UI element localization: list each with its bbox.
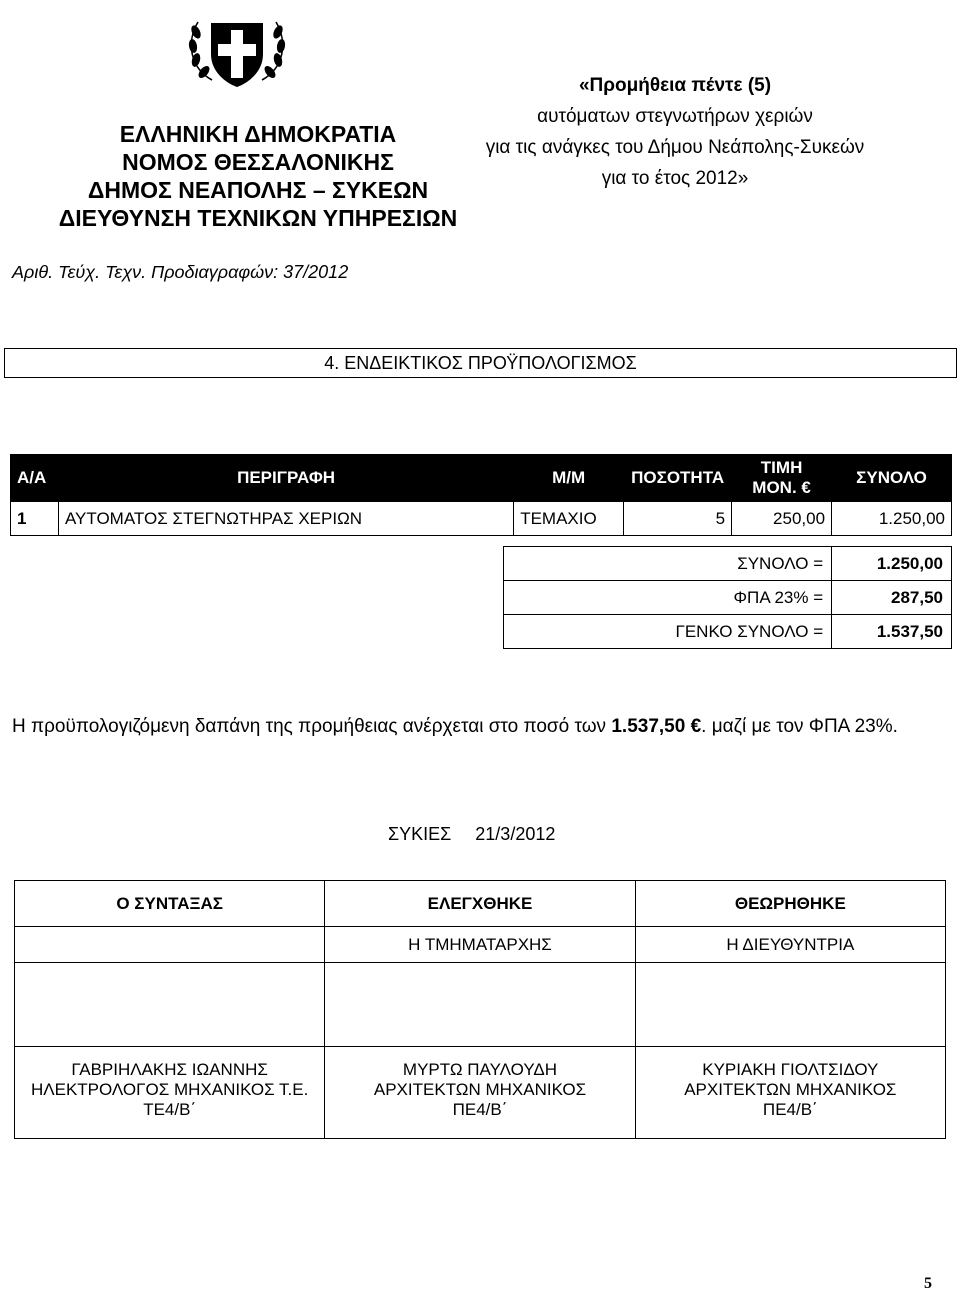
authority-line: ΝΟΜΟΣ ΘΕΣΣΑΛΟΝΙΚΗΣ <box>122 149 394 175</box>
cell-unit-price: 250,00 <box>732 502 832 536</box>
subject-line: αυτόματων στεγνωτήρων χεριών <box>537 106 813 127</box>
vat-value: 287,50 <box>832 581 952 615</box>
authority-line: ΔΗΜΟΣ ΝΕΑΠΟΛΗΣ – ΣΥΚΕΩΝ <box>87 177 429 203</box>
signature-space <box>325 963 635 1047</box>
budget-header-row <box>11 455 952 502</box>
cell-aa: 1 <box>11 502 59 536</box>
page-number: 5 <box>924 1275 932 1292</box>
vat-label: ΦΠΑ 23% = <box>504 581 832 615</box>
totals-row <box>504 547 952 581</box>
cell-quantity: 5 <box>624 502 732 536</box>
col-header-aa: Α/Α <box>11 455 59 502</box>
signer-name: ΜΥΡΤΩ ΠΑΥΛΟΥΔΗ <box>402 1059 558 1079</box>
grand-total-value: 1.537,50 <box>832 615 952 649</box>
signer-grade: ΠΕ4/Β΄ <box>452 1099 508 1119</box>
conclusion-text-end: . μαζί με τον ΦΠΑ 23%. <box>701 716 898 737</box>
signature-header: ΕΛΕΓΧΘΗΚΕ <box>325 881 635 927</box>
conclusion-text: Η προϋπολογιζόμενη δαπάνη της προμήθειας ανέρχεται στο ποσό των <box>12 716 612 737</box>
unit-price-header-line1: ΤΙΜΗ <box>760 458 803 477</box>
signer-title: ΑΡΧΙΤΕΚΤΩΝ ΜΗΧΑΝΙΚΟΣ <box>373 1079 587 1099</box>
unit-price-header-line2: ΜΟΝ. € <box>752 478 811 497</box>
budget-table <box>10 454 952 536</box>
signature-header-row <box>15 881 946 927</box>
grand-total-label: ΓΕΝΚΟ ΣΥΝΟΛΟ = <box>504 615 832 649</box>
document-subject <box>440 70 910 194</box>
section-title: 4. ΕΝΔΕΙΚΤΙΚΟΣ ΠΡΟΫΠΟΛΟΓΙΣΜΟΣ <box>4 348 957 378</box>
signer-cell <box>325 1047 635 1139</box>
signer-grade: ΤΕ4/Β΄ <box>143 1099 197 1119</box>
greek-state-emblem <box>172 2 302 94</box>
signature-role: Η ΔΙΕΥΘΥΝΤΡΙΑ <box>635 927 945 963</box>
signature-role: Η ΤΜΗΜΑΤΑΡΧΗΣ <box>325 927 635 963</box>
signature-header: Ο ΣΥΝΤΑΞΑΣ <box>15 881 325 927</box>
place-date <box>388 824 555 845</box>
subject-line: «Προμήθεια πέντε (5) <box>578 75 772 96</box>
authority-header <box>58 120 458 232</box>
subject-line: για τις ανάγκες του Δήμου Νεάπολης-Συκεών <box>485 137 865 158</box>
cell-unit: ΤΕΜΑΧΙΟ <box>514 502 624 536</box>
spec-number: Αριθ. Τεύχ. Τεχν. Προδιαγραφών: 37/2012 <box>12 262 349 282</box>
col-header-description: ΠΕΡΙΓΡΑΦΗ <box>58 455 513 502</box>
signer-grade: ΠΕ4/Β΄ <box>762 1099 818 1119</box>
signature-header: ΘΕΩΡΗΘΗΚΕ <box>635 881 945 927</box>
date: 21/3/2012 <box>475 824 556 844</box>
signature-role-row <box>15 927 946 963</box>
table-row <box>11 502 952 536</box>
signer-cell <box>15 1047 325 1139</box>
totals-row <box>504 581 952 615</box>
signature-space-row <box>15 963 946 1047</box>
signature-space <box>635 963 945 1047</box>
signer-name: ΚΥΡΙΑΚΗ ΓΙΟΛΤΣΙΔΟΥ <box>702 1059 879 1079</box>
signature-role <box>15 927 325 963</box>
col-header-total: ΣΥΝΟΛΟ <box>832 455 952 502</box>
col-header-unit-price <box>732 455 832 502</box>
signer-title: ΑΡΧΙΤΕΚΤΩΝ ΜΗΧΑΝΙΚΟΣ <box>684 1079 897 1099</box>
subtotal-label: ΣΥΝΟΛΟ = <box>504 547 832 581</box>
signer-name: ΓΑΒΡΙΗΛΑΚΗΣ ΙΩΑΝΝΗΣ <box>71 1059 268 1079</box>
signer-title: ΗΛΕΚΤΡΟΛΟΓΟΣ ΜΗΧΑΝΙΚΟΣ Τ.Ε. <box>30 1079 309 1099</box>
place: ΣΥΚΙΕΣ <box>388 824 452 844</box>
signature-space <box>15 963 325 1047</box>
conclusion-amount: 1.537,50 € <box>611 716 702 737</box>
cell-description: ΑΥΤΟΜΑΤΟΣ ΣΤΕΓΝΩΤΗΡΑΣ ΧΕΡΙΩΝ <box>58 502 513 536</box>
authority-line: ΕΛΛΗΝΙΚΗ ΔΗΜΟΚΡΑΤΙΑ <box>119 121 397 147</box>
authority-line: ΔΙΕΥΘΥΝΣΗ ΤΕΧΝΙΚΩΝ ΥΠΗΡΕΣΙΩΝ <box>58 205 458 231</box>
signer-row <box>15 1047 946 1139</box>
totals-row <box>504 615 952 649</box>
col-header-unit: Μ/Μ <box>514 455 624 502</box>
signer-cell <box>635 1047 945 1139</box>
signatures-table <box>14 880 946 1139</box>
cell-total: 1.250,00 <box>832 502 952 536</box>
subtotal-value: 1.250,00 <box>832 547 952 581</box>
totals-table <box>503 546 952 649</box>
col-header-quantity: ΠΟΣΟΤΗΤΑ <box>624 455 732 502</box>
subject-line: για το έτος 2012» <box>601 168 749 189</box>
conclusion-paragraph <box>12 708 947 746</box>
